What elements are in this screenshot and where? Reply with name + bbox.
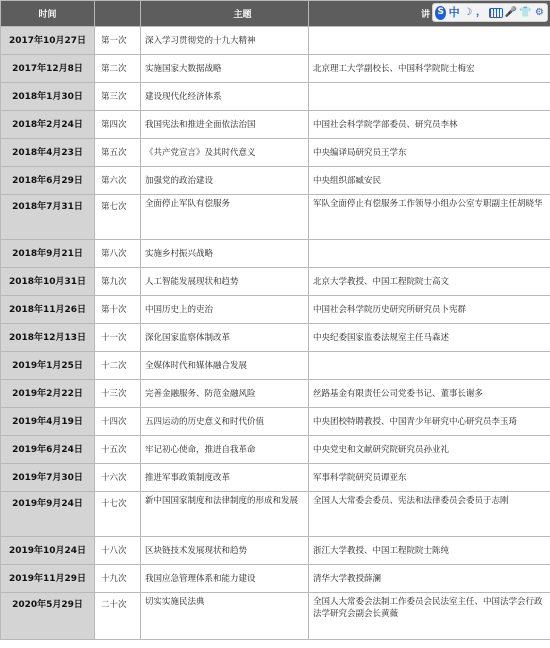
row-topic: 全媒体时代和媒体融合发展 [141,352,309,380]
row-topic: 实施国家大数据战略 [141,55,309,83]
row-date: 2019年1月25日 [1,352,95,380]
row-lecturer [309,27,550,55]
header-topic: 主题 [141,1,309,27]
row-date: 2019年4月19日 [1,408,95,436]
row-topic: 推进军事政策制度改革 [141,464,309,492]
row-number: 十七次 [95,492,141,537]
row-topic: 人工智能发展现状和趋势 [141,268,309,296]
row-number: 第四次 [95,111,141,139]
row-date: 2019年6月24日 [1,436,95,464]
row-topic: 五四运动的历史意义和时代价值 [141,408,309,436]
row-number: 二十次 [95,593,141,640]
table-row [1,464,550,492]
header-lecturer: 讲 [309,1,550,27]
row-lecturer [309,352,550,380]
table-row [1,240,550,268]
row-topic: 我国应急管理体系和能力建设 [141,565,309,593]
row-number: 第十次 [95,296,141,324]
row-date: 2019年10月24日 [1,537,95,565]
table-row [1,195,550,240]
row-topic: 我国宪法和推进全面依法治国 [141,111,309,139]
moon-icon[interactable]: ☽ [463,6,473,18]
table-row [1,380,550,408]
table-row [1,268,550,296]
row-lecturer: 全国人大常委会委员、宪法和法律委员会委员于志刚 [309,492,550,537]
row-lecturer [309,83,550,111]
table-row [1,111,550,139]
row-date: 2018年9月21日 [1,240,95,268]
table-row [1,408,550,436]
row-topic: 深入学习贯彻党的十九大精神 [141,27,309,55]
ime-toolbar[interactable] [432,3,548,22]
row-number: 第三次 [95,83,141,111]
table-row [1,537,550,565]
table-row [1,83,550,111]
row-date: 2017年10月27日 [1,27,95,55]
table-row [1,565,550,593]
row-date: 2018年6月29日 [1,167,95,195]
row-number: 第九次 [95,268,141,296]
row-date: 2018年10月31日 [1,268,95,296]
row-number: 第六次 [95,167,141,195]
row-date: 2018年7月31日 [1,195,95,240]
row-date: 2019年2月22日 [1,380,95,408]
row-topic: 加强党的政治建设 [141,167,309,195]
row-topic: 实施乡村振兴战略 [141,240,309,268]
gear-icon[interactable]: ⚙ [534,6,544,18]
table-row [1,167,550,195]
row-lecturer: 军队全面停止有偿服务工作领导小组办公室专职副主任胡晓华 [309,195,550,240]
row-lecturer: 清华大学教授薛澜 [309,565,550,593]
row-lecturer [309,240,550,268]
row-date: 2019年7月30日 [1,464,95,492]
row-lecturer: 中央组织部臧安民 [309,167,550,195]
row-lecturer: 中央编译局研究员王学东 [309,139,550,167]
row-topic: 完善金融服务、防范金融风险 [141,380,309,408]
header-number [95,1,141,27]
row-date: 2019年11月29日 [1,565,95,593]
row-number: 十八次 [95,537,141,565]
row-lecturer: 北京大学教授、中国工程院院士高文 [309,268,550,296]
row-lecturer: 中央团校特聘教授、中国青少年研究中心研究员李玉琦 [309,408,550,436]
row-date: 2018年1月30日 [1,83,95,111]
row-lecturer: 中央党史和文献研究院研究员孙业礼 [309,436,550,464]
row-number: 十一次 [95,324,141,352]
header-date: 时间 [1,1,95,27]
row-topic: 牢记初心使命，推进自我革命 [141,436,309,464]
row-topic: 区块链技术发展现状和趋势 [141,537,309,565]
row-date: 2017年12月8日 [1,55,95,83]
table-row [1,55,550,83]
table-row [1,352,550,380]
row-topic: 新中国国家制度和法律制度的形成和发展 [141,492,309,537]
row-topic: 建设现代化经济体系 [141,83,309,111]
row-lecturer: 中国社会科学院历史研究所研究员卜宪群 [309,296,550,324]
punctuation-icon[interactable]: ， [475,6,486,18]
keyboard-icon[interactable] [489,5,503,20]
row-topic: 全面停止军队有偿服务 [141,195,309,240]
row-topic: 《共产党宣言》及其时代意义 [141,139,309,167]
skin-icon[interactable]: 👕 [519,6,532,18]
row-topic: 切实实施民法典 [141,593,309,640]
row-number: 十九次 [95,565,141,593]
row-lecturer: 全国人大常委会法制工作委员会民法室主任、中国法学会行政法学研究会副会长黄薇 [309,593,550,640]
row-number: 第一次 [95,27,141,55]
row-number: 第五次 [95,139,141,167]
row-date: 2019年9月24日 [1,492,95,537]
row-number: 十五次 [95,436,141,464]
row-number: 第七次 [95,195,141,240]
row-number: 第八次 [95,240,141,268]
row-number: 第二次 [95,55,141,83]
row-number: 十四次 [95,408,141,436]
row-topic: 中国历史上的吏治 [141,296,309,324]
row-lecturer: 军事科学院研究员谭亚东 [309,464,550,492]
row-date: 2018年12月13日 [1,324,95,352]
row-lecturer: 中央纪委国家监委法规室主任马森述 [309,324,550,352]
microphone-icon[interactable]: 🎤 [504,6,518,18]
row-lecturer: 中国社会科学院学部委员、研究员李林 [309,111,550,139]
row-date: 2018年11月26日 [1,296,95,324]
row-lecturer: 浙江大学教授、中国工程院院士陈纯 [309,537,550,565]
row-number: 十六次 [95,464,141,492]
table-row [1,436,550,464]
table-row [1,593,550,640]
row-date: 2018年2月24日 [1,111,95,139]
row-lecturer: 丝路基金有限责任公司党委书记、董事长谢多 [309,380,550,408]
row-date: 2018年4月23日 [1,139,95,167]
row-number: 十三次 [95,380,141,408]
row-date: 2020年5月29日 [1,593,95,640]
row-lecturer: 北京理工大学副校长、中国科学院院士梅宏 [309,55,550,83]
chinese-mode-toggle[interactable]: 中 [448,6,460,19]
table-row [1,296,550,324]
table-row [1,27,550,55]
ime-logo-icon[interactable]: S [435,6,446,20]
table-row [1,139,550,167]
table-row [1,492,550,537]
table-row [1,324,550,352]
row-number: 十二次 [95,352,141,380]
row-topic: 深化国家监察体制改革 [141,324,309,352]
